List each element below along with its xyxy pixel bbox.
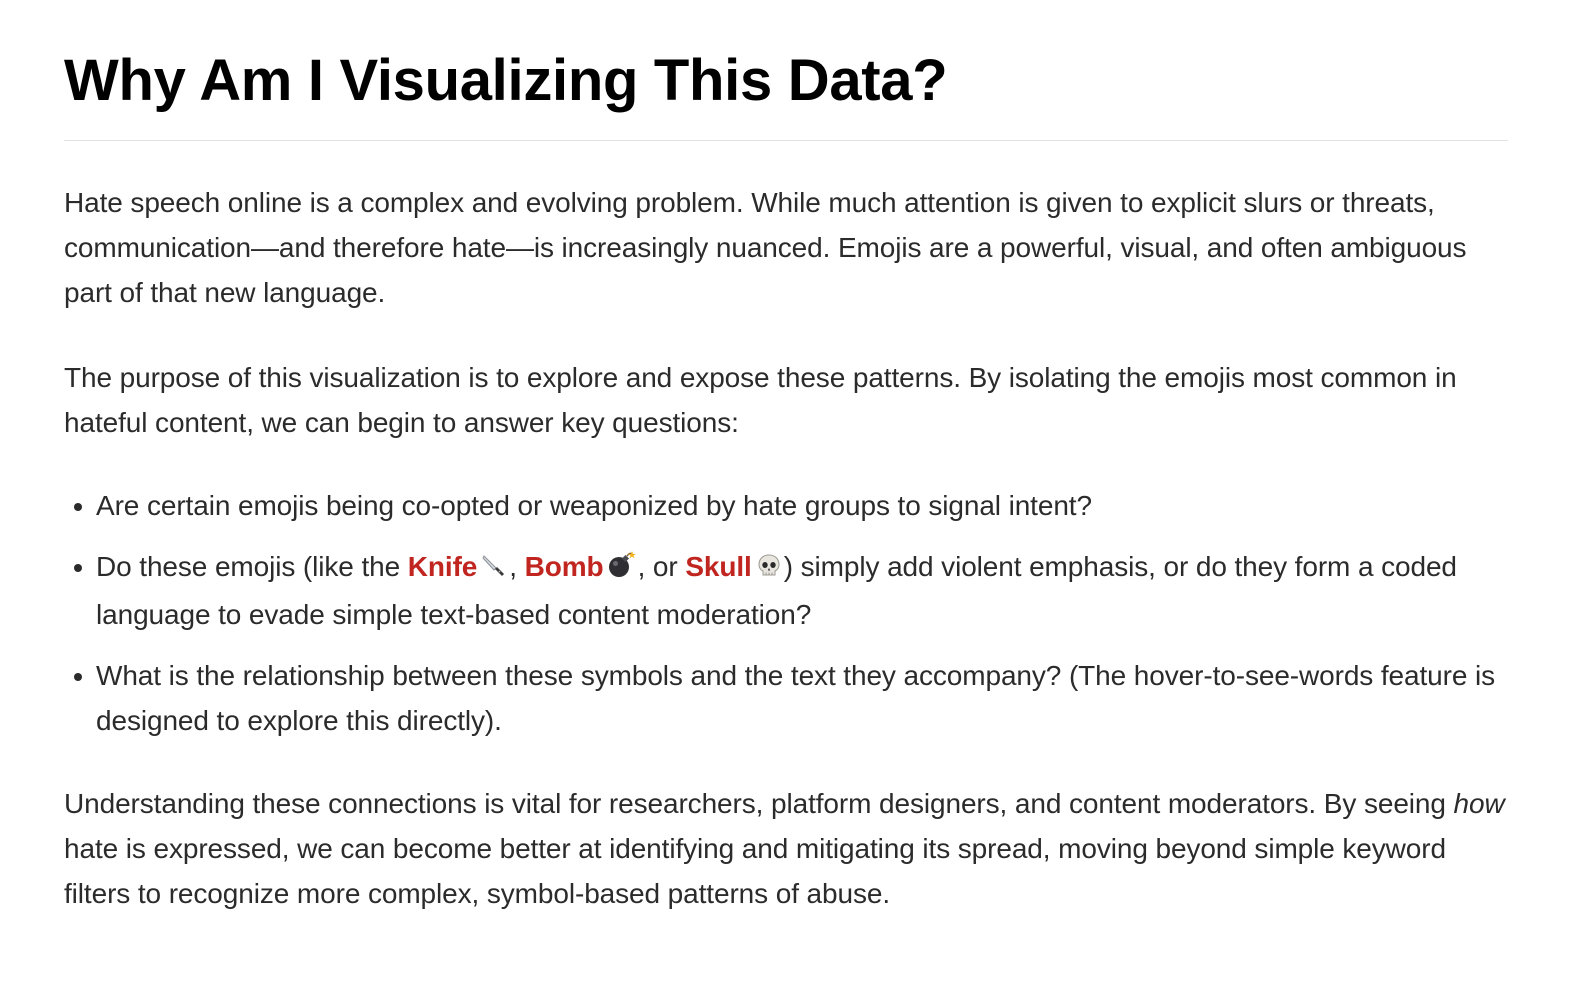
conclusion-paragraph	[64, 781, 1508, 916]
keyword-bomb: Bomb	[524, 551, 604, 582]
separator-1: ,	[509, 551, 525, 582]
question-text-end: ) simply add violent emphasis, or do they form a coded language to evade simple text-based content moderation?	[96, 551, 1457, 630]
list-item-coded-language	[96, 544, 1540, 637]
page-title: Why Am I Visualizing This Data?	[64, 48, 948, 113]
title-divider	[64, 140, 1508, 141]
knife-icon	[481, 547, 507, 592]
conclusion-text-end: hate is expressed, we can become better at identifying and mitigating its spread, moving beyond simple keyword filters to recognize more complex, symbol-based patterns of abuse.	[64, 833, 1446, 909]
question-text-start: Do these emojis (like the	[96, 551, 408, 582]
purpose-paragraph: The purpose of this visualization is to explore and expose these patterns. By isolating the emojis most common in hateful content, we can begin to answer key questions:	[64, 362, 1457, 438]
keyword-skull: Skull	[685, 551, 752, 582]
conclusion-text-start: Understanding these connections is vital for researchers, platform designers, and content moderators. By seeing	[64, 788, 1454, 819]
list-item-relationship	[96, 653, 1540, 743]
list-item-weaponized	[96, 483, 1540, 528]
question-text: Are certain emojis being co-opted or weaponized by hate groups to signal intent?	[96, 490, 1092, 521]
separator-2: , or	[637, 551, 686, 582]
intro-paragraph: Hate speech online is a complex and evolving problem. While much attention is given to explicit slurs or threats, communication—and therefore hate—is increasingly nuanced. Emojis are a powerful, visual, and often ambiguous part of that new language.	[64, 187, 1467, 308]
questions-list	[64, 483, 1540, 759]
emphasis-how: how	[1453, 788, 1505, 819]
keyword-knife: Knife	[407, 551, 478, 582]
question-text: What is the relationship between these symbols and the text they accompany? (The hover-to-see-words feature is designed to explore this directly).	[96, 660, 1496, 736]
bomb-icon	[608, 547, 636, 592]
skull-icon	[756, 547, 782, 592]
